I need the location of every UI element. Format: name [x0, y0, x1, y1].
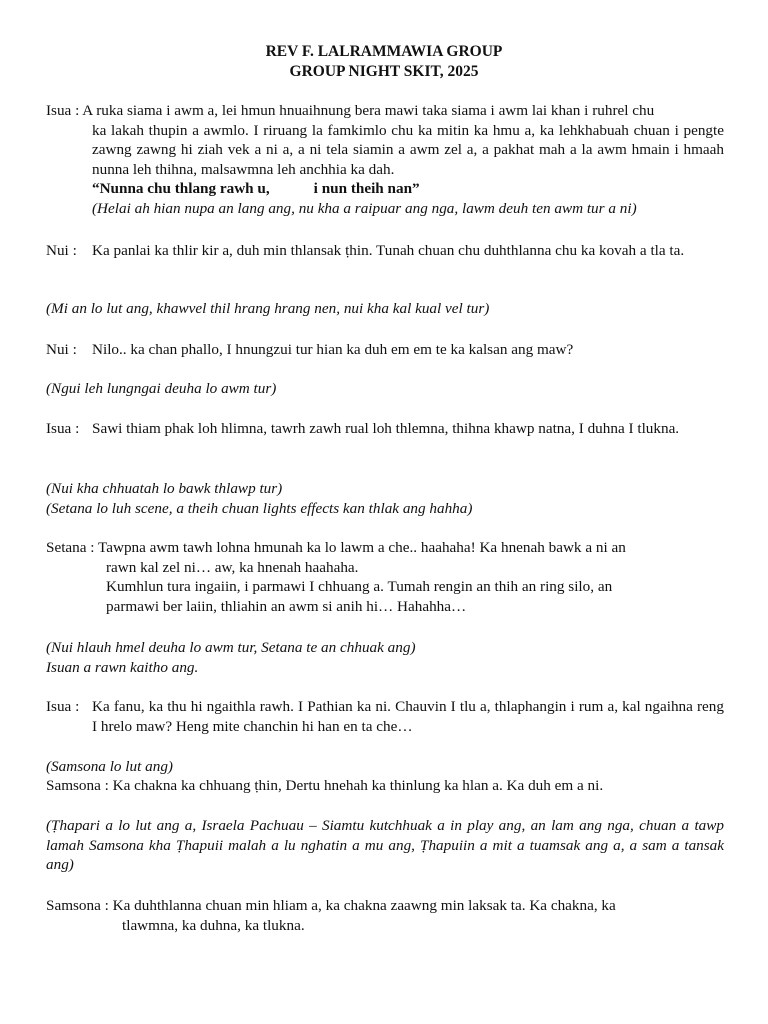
stage-direction: (Setana lo luh scene, a theih chuan lights effects kan thlak ang hahha) [46, 500, 473, 517]
dialogue-row [46, 340, 724, 360]
dialogue-isua-2 [46, 419, 724, 439]
dialogue-text: A ruka siama i awm a, lei hmun hnuaihnung bera mawi taka siama i awm lai khan i ruhrel chu [79, 102, 655, 119]
speaker-label: Samsona : [46, 777, 109, 794]
quote-part-a: “Nunna chu thlang rawh u, [92, 180, 270, 198]
stage-direction: (Nui hlauh hmel deuha lo awm tur, Setana te an chhuak ang) [46, 639, 416, 656]
speaker-label: Isua : [46, 698, 80, 715]
dialogue-line [46, 101, 724, 121]
dialogue-isua-1 [46, 101, 724, 219]
speaker-label: Nui : [46, 242, 77, 259]
speaker-label: Isua : [46, 102, 80, 119]
dialogue-line [46, 776, 724, 796]
document-title: REV F. LALRAMMAWIA GROUP [265, 43, 503, 60]
dialogue-row [46, 697, 724, 736]
dialogue-nui-1 [46, 241, 724, 261]
document-subtitle: GROUP NIGHT SKIT, 2025 [289, 63, 479, 80]
dialogue-isua-3 [46, 697, 724, 736]
dialogue-text: tlawmna, ka duhna, ka tlukna. [122, 916, 305, 934]
scripture-quote [46, 179, 724, 199]
speaker-label: Isua : [46, 420, 80, 437]
stage-direction: Isuan a rawn kaitho ang. [46, 659, 199, 676]
stage-direction: (Helai ah hian nupa an lang ang, nu kha a raipuar ang nga, lawm deuh ten awm tur a ni) [92, 199, 637, 217]
stage-direction: (Nui kha chhuatah lo bawk thlawp tur) [46, 480, 283, 497]
dialogue-text: Ka chakna ka chhuang ṭhin, Dertu hnehah ka thinlung ka hlan a. Ka duh em a ni. [112, 777, 604, 794]
dialogue-line [46, 896, 724, 916]
dialogue-samsona-1 [46, 776, 724, 796]
dialogue-text: Tawpna awm tawh lohna hmunah ka lo lawm a che.. haahaha! Ka hnenah bawk a ni an [98, 539, 626, 556]
dialogue-nui-2 [46, 340, 724, 360]
dialogue-text: Nilo.. ka chan phallo, I hnungzui tur hian ka duh em em te ka kalsan ang maw? [92, 341, 574, 358]
dialogue-setana [46, 538, 724, 616]
dialogue-text: parmawi ber laiin, thliahin an awm si anih hi… Hahahha… [106, 597, 467, 615]
stage-direction: (Ṭhapari a lo lut ang a, Israela Pachuau – Siamtu kutchhuak a in play ang, an lam ang nga, chuan a tawp lamah Samsona kha Ṭhapuii malah a lu nghatin a mu ang, Ṭhapuiin a mit a tuamsak ang a, a sam a tansak ang) [46, 817, 724, 874]
dialogue-text-continued: ka lakah thupin a awmlo. I riruang la famkimlo chu ka mitin ka hmu a, ka lehkhabuah chuan i pengte zawng zawng hi ziah vek a ni a, a ni tela siamin a awm zel a, a pakhat mah a la awm hmain i hmaah nunna leh thihna, malsawmna leh anchhia ka dah. [92, 121, 724, 178]
stage-direction: (Mi an lo lut ang, khawvel thil hrang hrang nen, nui kha kal kual vel tur) [46, 300, 490, 317]
dialogue-text: Kumhlun tura ingaiin, i parmawi I chhuang a. Tumah rengin an thih an ring silo, an [106, 578, 613, 596]
dialogue-line [46, 538, 724, 558]
dialogue-text: Ka duhthlanna chuan min hliam a, ka chakna zaawng min laksak ta. Ka chakna, ka [112, 897, 616, 914]
speaker-label: Samsona : [46, 897, 109, 914]
dialogue-row [46, 419, 724, 439]
stage-direction: (Samsona lo lut ang) [46, 758, 173, 775]
dialogue-text: Sawi thiam phak loh hlimna, tawrh zawh rual loh thlemna, thihna khawp natna, I duhna I tlukna. [92, 420, 680, 437]
dialogue-samsona-2 [46, 896, 724, 935]
dialogue-text: rawn kal zel ni… aw, ka hnenah haahaha. [106, 558, 359, 576]
speaker-label: Setana : [46, 539, 95, 556]
dialogue-row [46, 241, 724, 261]
dialogue-text: Ka fanu, ka thu hi ngaithla rawh. I Pathian ka ni. Chauvin I tlu a, thlaphangin i rum a, kal ngaihna reng I hrelo maw? Heng mite chanchin hi han en ta che… [92, 698, 724, 735]
speaker-label: Nui : [46, 341, 77, 358]
dialogue-text: Ka panlai ka thlir kir a, duh min thlansak ṭhin. Tunah chuan chu duhthlanna chu ka kovah a tla ta. [92, 242, 685, 259]
stage-direction: (Ngui leh lungngai deuha lo awm tur) [46, 380, 277, 397]
quote-part-b: i nun theih nan” [313, 180, 420, 198]
